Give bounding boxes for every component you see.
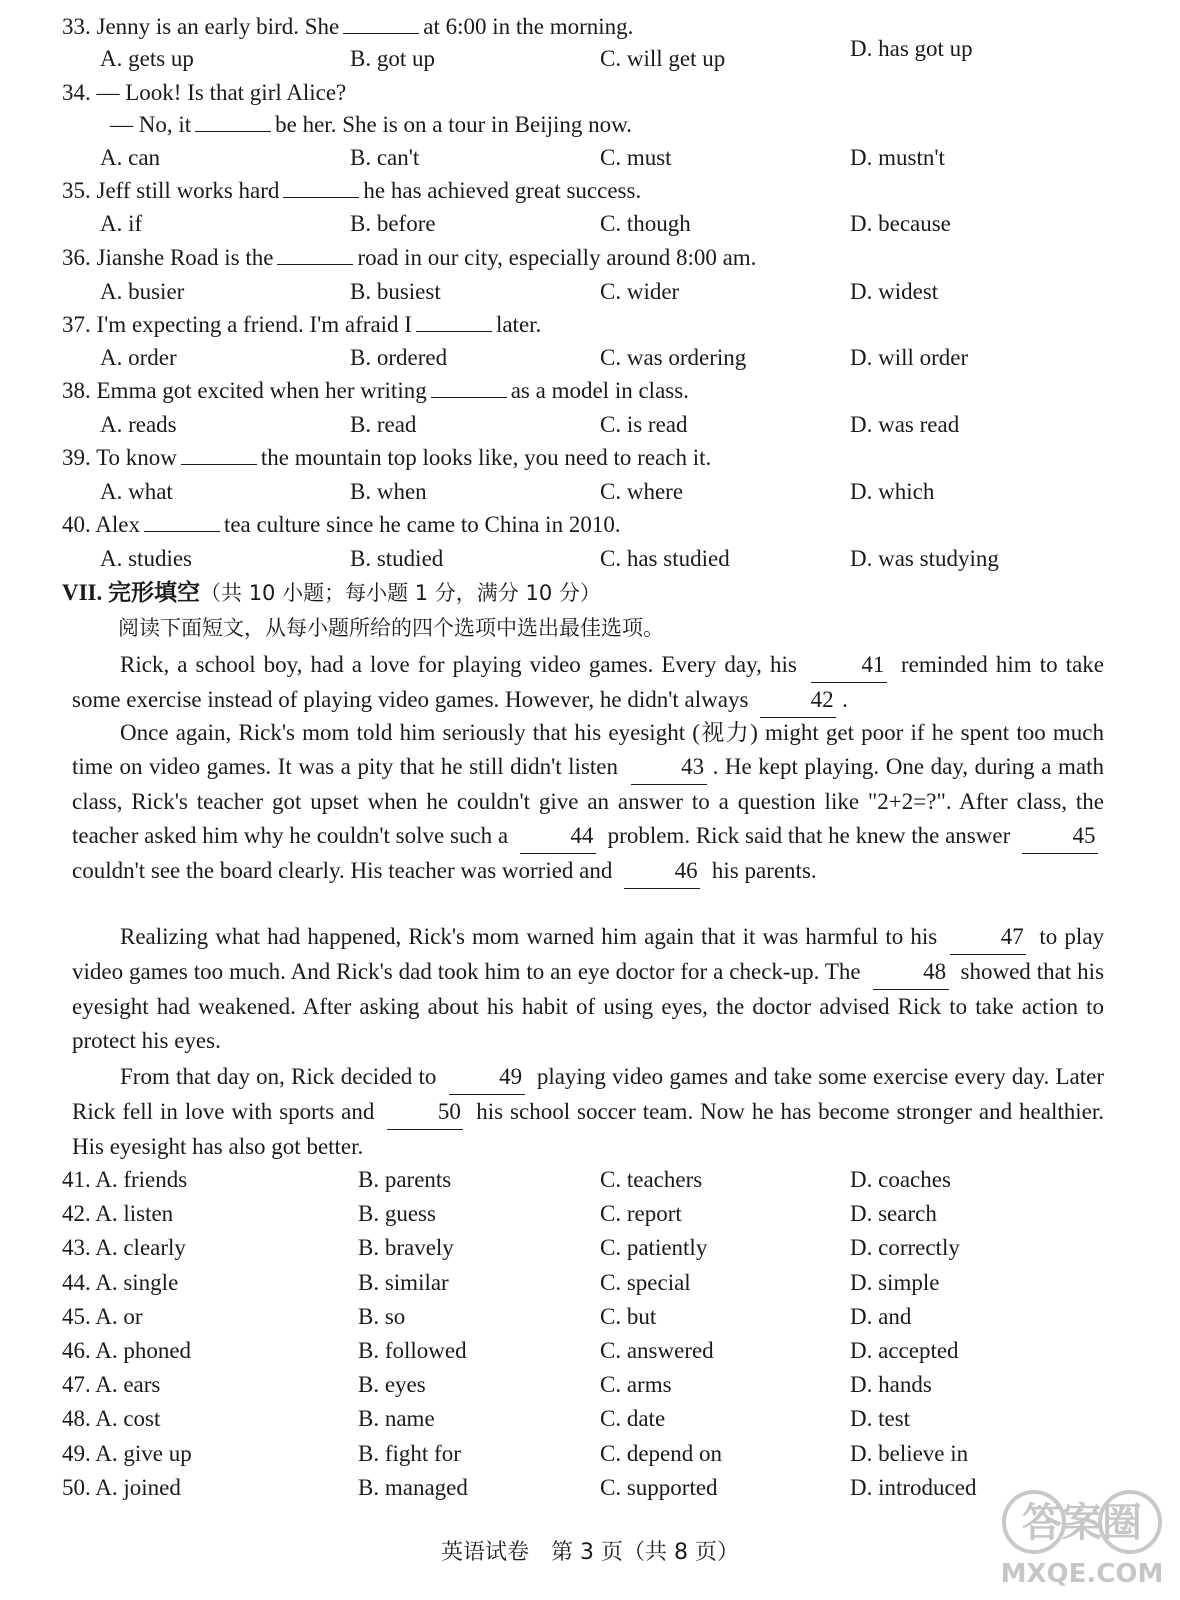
question-stem-line2 <box>110 110 632 140</box>
passage-paragraph-1 <box>72 648 1104 718</box>
option-c: C. patiently <box>600 1235 708 1261</box>
cloze-blank-43: 43 <box>631 750 707 785</box>
question-number: 38. <box>62 378 91 403</box>
option-d: D. because <box>850 211 951 236</box>
answer-blank <box>144 511 220 532</box>
passage-text: From that day on, Rick decided to <box>120 1064 437 1089</box>
option-d: D. hands <box>850 1372 932 1398</box>
option-a: 44. A. single <box>62 1269 179 1295</box>
cloze-blank-46: 46 <box>624 854 700 889</box>
option-b: B. studied <box>350 546 444 571</box>
option-b: B. read <box>350 412 417 437</box>
option-c: C. answered <box>600 1338 714 1363</box>
section-heading <box>62 578 601 608</box>
option-d: D. accepted <box>850 1338 959 1363</box>
watermark-url: MXQE.COM <box>1000 1559 1164 1589</box>
option-a: A. busier <box>100 279 185 304</box>
option-c: C. is read <box>600 412 688 437</box>
question-text: be her. She is on a tour in Beijing now. <box>275 112 633 137</box>
cloze-option-row <box>62 1403 1122 1435</box>
watermark-logo <box>994 1478 1170 1590</box>
passage-text: Once again, Rick's mom told him seriously that his eyesight (视力) might get poor if he spent too much time on video games. It was a pity that he still didn't listen <box>72 720 1104 779</box>
cloze-option-row <box>62 1335 1122 1367</box>
question-text: later. <box>495 312 542 337</box>
option-d: D. has got up <box>850 36 973 61</box>
question-number: 35. <box>62 178 91 203</box>
option-d: D. search <box>850 1201 937 1227</box>
option-c: C. was ordering <box>600 345 747 370</box>
question-number: 34. <box>62 80 91 105</box>
question-text: Jianshe Road is the <box>96 245 274 270</box>
option-c: C. has studied <box>600 546 730 571</box>
question-text: I'm expecting a friend. I'm afraid I <box>96 312 412 337</box>
question-stem <box>62 243 756 273</box>
passage-text: . He kept playing. One day, during a math class, Rick's teacher got upset when he couldn't give an answer to a question like "2+2=?". After class, the teacher asked him why he couldn't solve such a <box>72 754 1104 848</box>
passage-text: reminded him to take some exercise instead of playing video games. However, he didn't always <box>72 652 1105 712</box>
question-text: Emma got excited when her writing <box>96 378 427 403</box>
option-c: C. wider <box>600 279 680 304</box>
option-b: B. followed <box>358 1338 467 1363</box>
question-text: road in our city, especially around 8:00 am. <box>357 245 757 270</box>
option-b: B. name <box>358 1406 435 1432</box>
option-d: D. mustn't <box>850 145 945 170</box>
answer-blank <box>195 111 271 132</box>
answer-blank <box>431 377 507 398</box>
option-d: D. widest <box>850 279 939 304</box>
option-d: D. coaches <box>850 1167 951 1192</box>
option-d: D. was studying <box>850 546 999 571</box>
passage-text: Realizing what had happened, Rick's mom warned him again that it was harmful to his <box>120 924 938 949</box>
option-c: C. date <box>600 1406 666 1432</box>
option-a: A. studies <box>100 546 192 571</box>
option-b: B. guess <box>358 1201 436 1227</box>
option-b: B. fight for <box>358 1440 461 1466</box>
question-text: Jenny is an early bird. She <box>96 14 340 39</box>
option-b: B. can't <box>350 145 420 170</box>
passage-text: problem. Rick said that he knew the answer <box>607 823 1011 848</box>
option-c: C. report <box>600 1201 682 1227</box>
option-d: D. simple <box>850 1269 940 1295</box>
question-stem <box>62 510 621 540</box>
option-a: A. if <box>100 211 143 236</box>
question-number: 33. <box>62 14 91 39</box>
passage-paragraph-4 <box>72 1060 1104 1164</box>
option-c: C. teachers <box>600 1167 703 1192</box>
option-b: B. bravely <box>358 1235 454 1261</box>
section-title: VII. 完形填空 <box>62 580 201 605</box>
option-c: C. though <box>600 211 691 236</box>
passage-text: . <box>842 687 848 712</box>
watermark-text: 答案圈 <box>1022 1500 1142 1546</box>
question-text: — Look! Is that girl Alice? <box>96 80 347 105</box>
option-a: 47. A. ears <box>62 1372 161 1398</box>
option-a: 49. A. give up <box>62 1440 192 1466</box>
option-b: B. got up <box>350 46 435 71</box>
option-d: D. believe in <box>850 1440 969 1466</box>
cloze-blank-48: 48 <box>873 955 949 990</box>
option-a: A. can <box>100 145 161 170</box>
option-c: C. will get up <box>600 46 726 71</box>
option-d: D. will order <box>850 345 969 370</box>
question-number: 37. <box>62 312 91 337</box>
option-a: A. reads <box>100 412 177 437</box>
option-d: D. and <box>850 1303 912 1329</box>
section-instruction: 阅读下面短文，从每小题所给的四个选项中选出最佳选项。 <box>118 616 664 640</box>
passage-text: couldn't see the board clearly. His teacher was worried and <box>72 858 613 883</box>
passage-text: showed that his eyesight had weakened. After asking about his habit of using eyes, the doctor advised Rick to take action to protect his eyes. <box>72 959 1105 1053</box>
passage-text: his parents. <box>711 858 817 883</box>
question-text: To know <box>96 445 177 470</box>
cloze-blank-44: 44 <box>520 819 596 854</box>
passage-text: his school soccer team. Now he has become stronger and healthier. His eyesight has also got better. <box>72 1099 1104 1159</box>
cloze-blank-50: 50 <box>387 1095 463 1130</box>
question-stem <box>62 12 633 42</box>
passage-text: playing video games and take some exercise every day. Later Rick fell in love with sports and <box>72 1064 1105 1124</box>
question-number: 39. <box>62 445 91 470</box>
option-d: D. which <box>850 479 935 504</box>
cloze-blank-49: 49 <box>449 1060 525 1095</box>
option-b: B. managed <box>358 1474 468 1500</box>
cloze-option-row <box>62 1232 1122 1264</box>
question-number: 40. <box>62 512 91 537</box>
question-text: tea culture since he came to China in 2010. <box>223 512 621 537</box>
option-a: 41. A. friends <box>62 1167 188 1192</box>
option-d: D. was read <box>850 412 960 437</box>
option-a: A. what <box>100 479 173 504</box>
option-c: C. but <box>600 1303 657 1329</box>
answer-blank <box>283 177 359 198</box>
option-a: 48. A. cost <box>62 1406 161 1432</box>
option-c: C. depend on <box>600 1440 723 1466</box>
option-a: A. gets up <box>100 46 194 71</box>
question-stem <box>62 78 346 108</box>
question-text: — No, it <box>110 112 192 137</box>
cloze-option-row <box>62 1267 1122 1299</box>
option-b: B. similar <box>358 1269 449 1295</box>
option-a: 43. A. clearly <box>62 1235 186 1261</box>
cloze-option-row <box>62 1164 1122 1196</box>
question-text: Jeff still works hard <box>96 178 280 203</box>
cloze-blank-42: 42 <box>760 683 836 718</box>
answer-blank <box>416 311 492 332</box>
option-b: B. before <box>350 211 436 236</box>
option-c: C. supported <box>600 1474 718 1500</box>
option-b: B. when <box>350 479 427 504</box>
section-score: （共 10 小题；每小题 1 分，满分 10 分） <box>200 581 601 605</box>
passage-paragraph-3 <box>72 920 1104 1058</box>
question-text: Alex <box>95 512 140 537</box>
answer-blank <box>181 444 257 465</box>
answer-blank <box>277 244 353 265</box>
cloze-option-row <box>62 1301 1122 1333</box>
question-text: as a model in class. <box>510 378 689 403</box>
question-stem <box>62 443 711 473</box>
answer-blank <box>343 13 419 34</box>
passage-text: Rick, a school boy, had a love for playing video games. Every day, his <box>120 652 797 677</box>
option-d: D. test <box>850 1406 911 1432</box>
question-stem <box>62 310 541 340</box>
option-b: B. busiest <box>350 279 441 304</box>
question-number: 36. <box>62 245 91 270</box>
option-a: 45. A. or <box>62 1303 143 1329</box>
option-d: D. correctly <box>850 1235 960 1261</box>
passage-paragraph-2 <box>72 716 1104 889</box>
option-c: C. arms <box>600 1372 672 1398</box>
option-b: B. so <box>358 1303 406 1329</box>
option-b: B. parents <box>358 1167 452 1192</box>
passage-text: to play video games too much. And Rick's dad took him to an eye doctor for a check-up. The <box>72 924 1105 984</box>
option-c: C. where <box>600 479 684 504</box>
option-d: D. introduced <box>850 1474 977 1500</box>
option-a: 42. A. listen <box>62 1201 174 1227</box>
cloze-blank-47: 47 <box>950 920 1026 955</box>
option-c: C. must <box>600 145 672 170</box>
cloze-option-row <box>62 1472 1122 1504</box>
question-text: he has achieved great success. <box>363 178 642 203</box>
cloze-blank-41: 41 <box>811 648 887 683</box>
cloze-option-row <box>62 1369 1122 1401</box>
question-text: at 6:00 in the morning. <box>423 14 634 39</box>
question-stem <box>62 176 641 206</box>
cloze-option-row <box>62 1438 1122 1470</box>
question-stem <box>62 376 689 406</box>
cloze-blank-45: 45 <box>1022 819 1098 854</box>
option-a: 50. A. joined <box>62 1474 181 1500</box>
cloze-option-row <box>62 1198 1122 1230</box>
option-a: A. order <box>100 345 177 370</box>
option-b: B. ordered <box>350 345 448 370</box>
question-text: the mountain top looks like, you need to reach it. <box>260 445 712 470</box>
page-footer: 英语试卷 第 3 页（共 8 页） <box>441 1540 739 1565</box>
option-c: C. special <box>600 1269 691 1295</box>
option-a: 46. A. phoned <box>62 1338 192 1363</box>
option-b: B. eyes <box>358 1372 426 1398</box>
